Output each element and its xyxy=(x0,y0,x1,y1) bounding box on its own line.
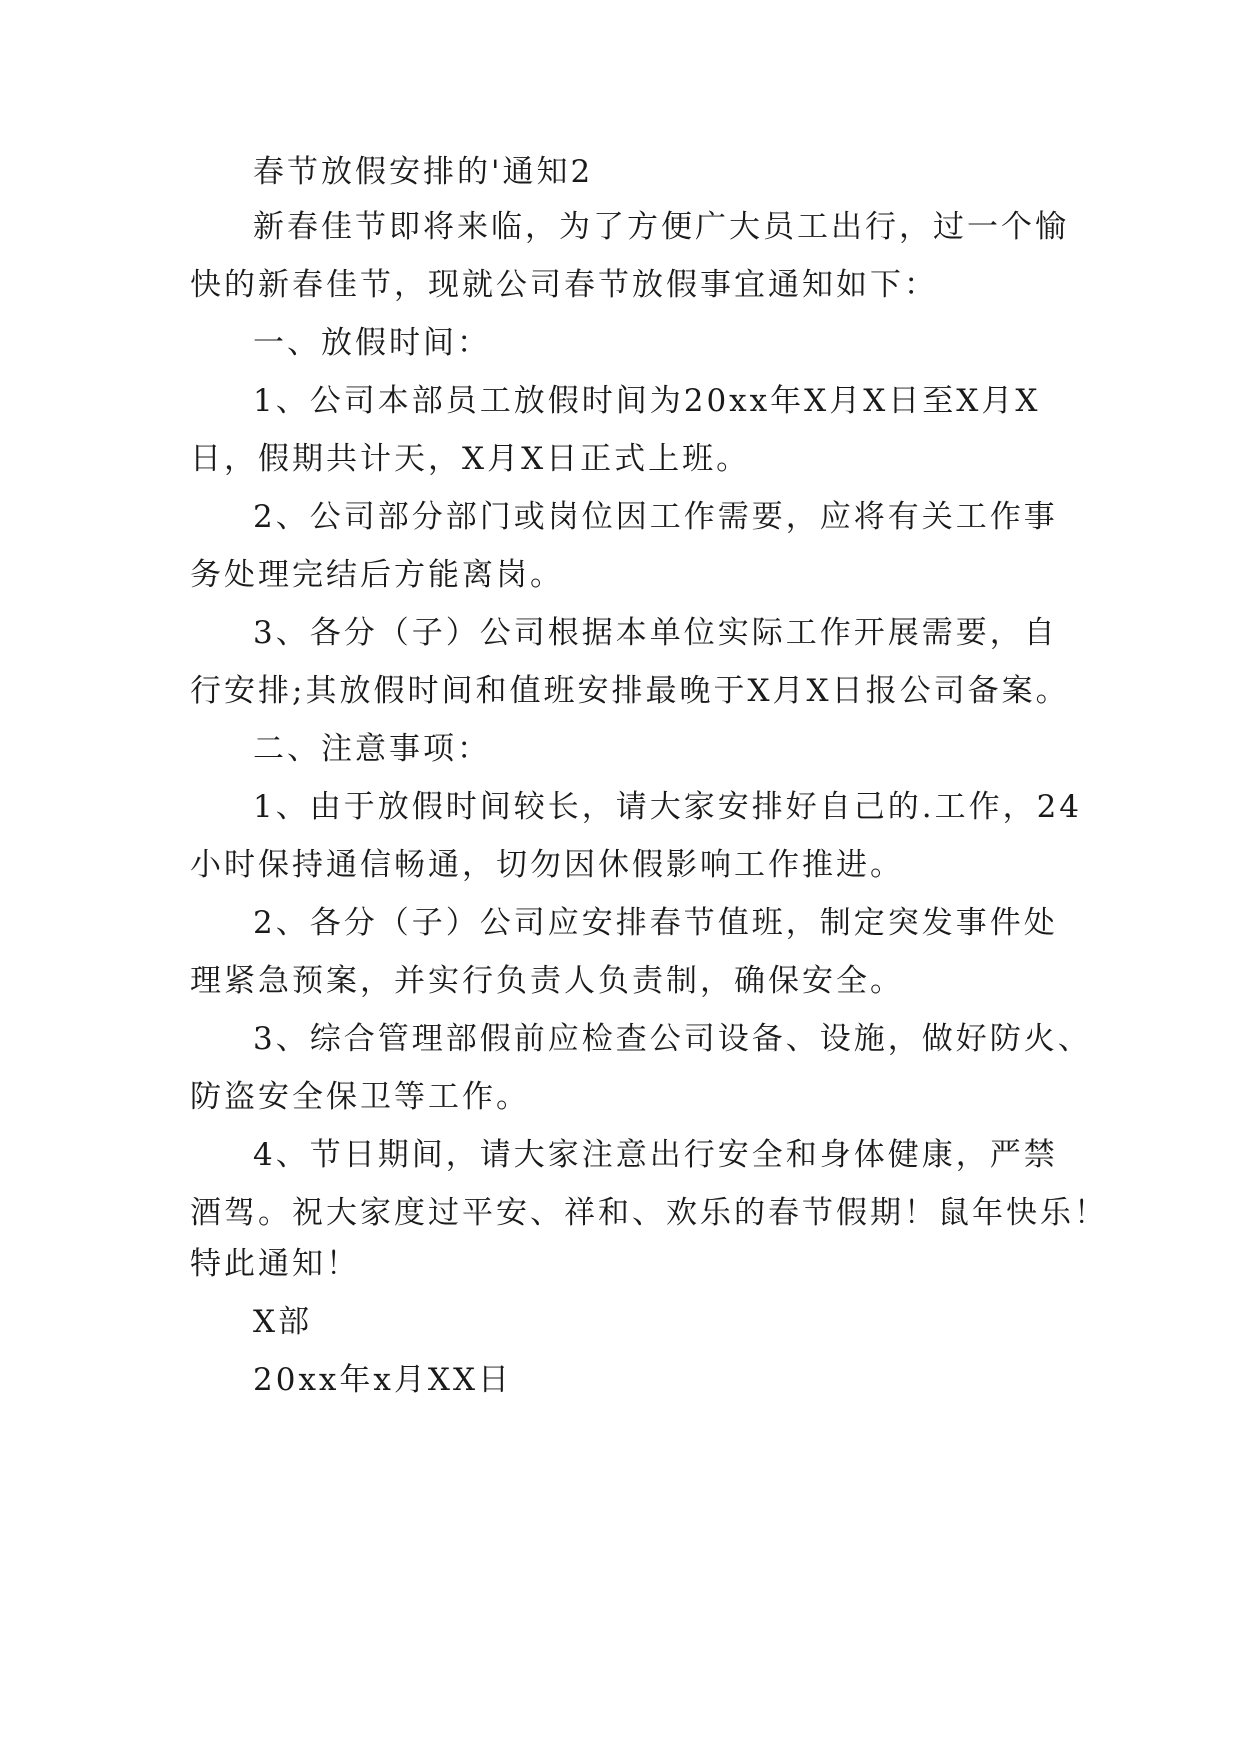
closing-line: 特此通知！ xyxy=(190,1246,360,1282)
paragraph-line: 3、各分（子）公司根据本单位实际工作开展需要，自 xyxy=(253,615,1058,651)
paragraph-line: 4、节日期间，请大家注意出行安全和身体健康，严禁 xyxy=(253,1137,1058,1173)
paragraph-line: 日，假期共计天，X月X日正式上班。 xyxy=(190,441,751,477)
paragraph-line: 1、公司本部员工放假时间为20xx年X月X日至X月X xyxy=(253,383,1041,419)
signature: X部 xyxy=(253,1304,313,1340)
paragraph-line: 2、公司部分部门或岗位因工作需要，应将有关工作事 xyxy=(253,499,1058,535)
paragraph-line: 行安排;其放假时间和值班安排最晚于X月X日报公司备案。 xyxy=(190,673,1070,709)
paragraph-line: 新春佳节即将来临，为了方便广大员工出行，过一个愉 xyxy=(253,209,1069,245)
paragraph-line: 1、由于放假时间较长，请大家安排好自己的.工作，24 xyxy=(253,789,1083,825)
paragraph-line: 务处理完结后方能离岗。 xyxy=(190,557,564,593)
paragraph-line: 2、各分（子）公司应安排春节值班，制定突发事件处 xyxy=(253,905,1058,941)
paragraph-line: 3、综合管理部假前应检查公司设备、设施，做好防火、 xyxy=(253,1021,1092,1057)
section-heading: 一、放假时间： xyxy=(253,325,491,361)
paragraph-line: 快的新春佳节，现就公司春节放假事宜通知如下： xyxy=(190,267,938,303)
paragraph-line: 酒驾。祝大家度过平安、祥和、欢乐的春节假期！鼠年快乐！ xyxy=(190,1195,1108,1231)
paragraph-line: 小时保持通信畅通，切勿因休假影响工作推进。 xyxy=(190,847,904,883)
document-title: 春节放假安排的'通知2 xyxy=(253,154,594,190)
date-line: 20xx年x月XX日 xyxy=(253,1362,513,1398)
section-heading: 二、注意事项： xyxy=(253,731,491,767)
paragraph-line: 防盗安全保卫等工作。 xyxy=(190,1079,530,1115)
paragraph-line: 理紧急预案，并实行负责人负责制，确保安全。 xyxy=(190,963,904,999)
